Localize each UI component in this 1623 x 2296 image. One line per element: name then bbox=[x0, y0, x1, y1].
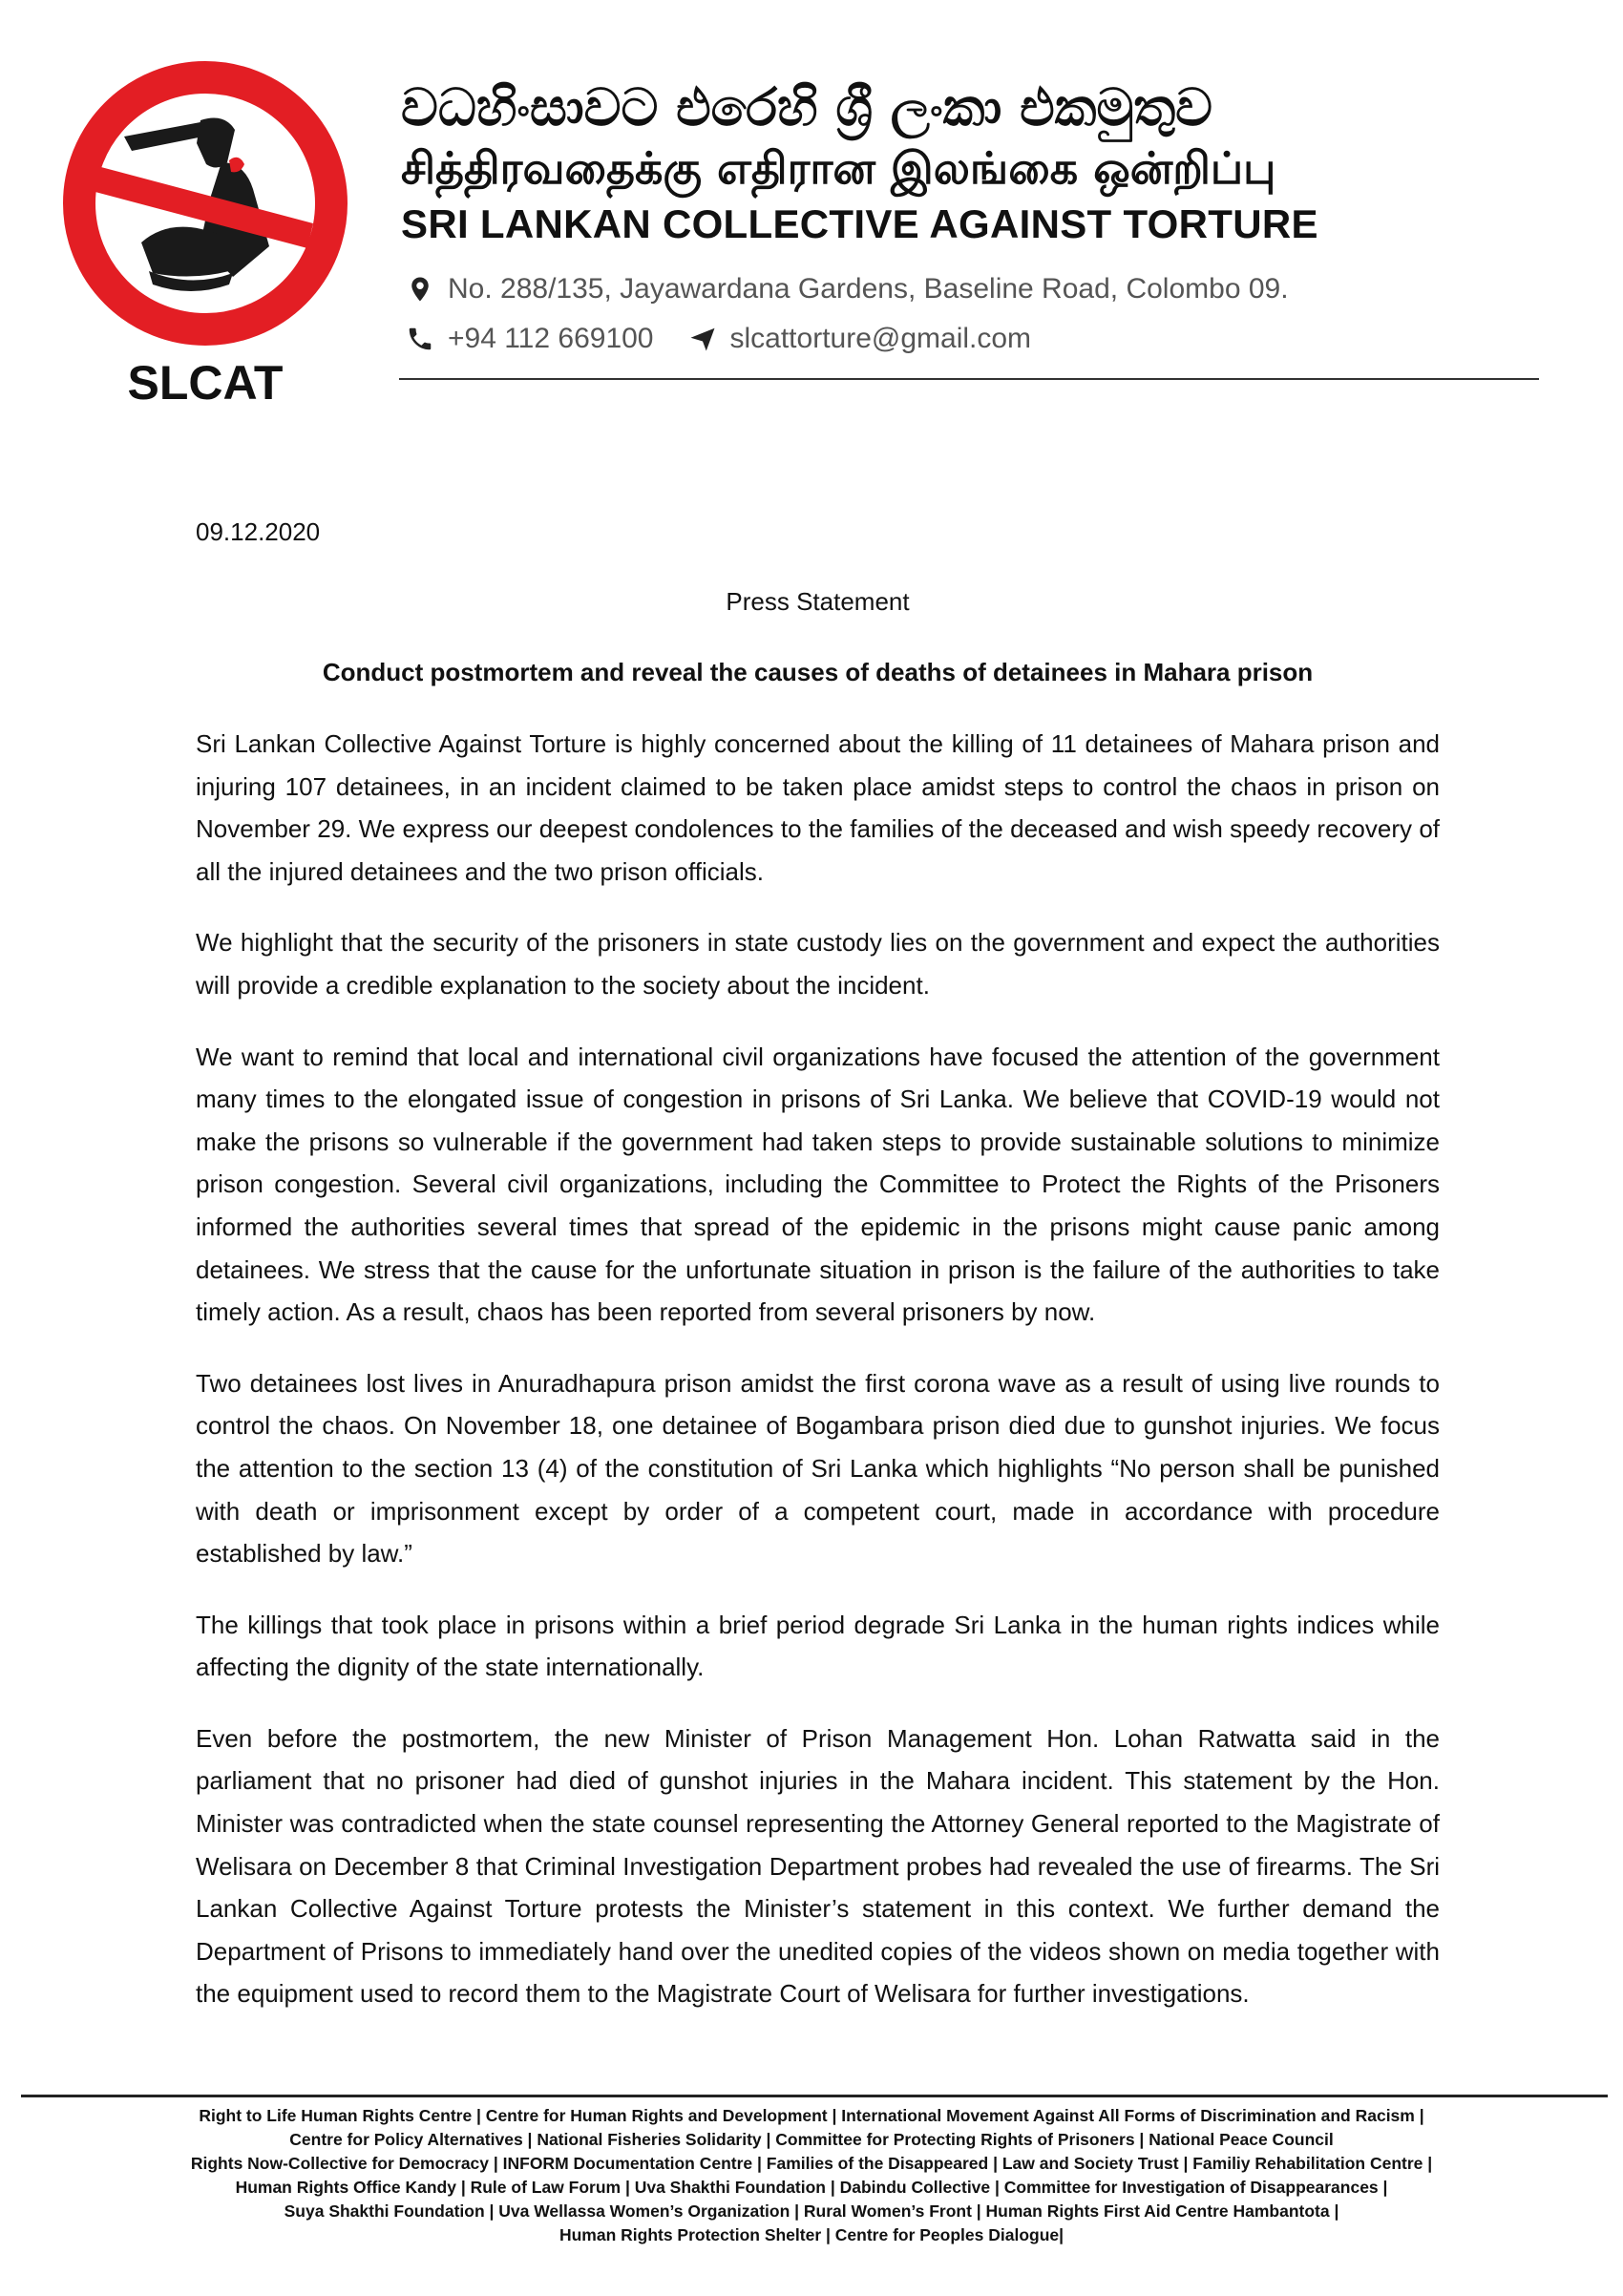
phone-icon bbox=[406, 325, 434, 353]
send-icon bbox=[688, 325, 717, 353]
footer-line: Rights Now-Collective for Democracy | INFORM Documentation Centre | Families of the Disappeared | Law and Society Trust | Familiy Rehabilitation Centre | bbox=[190, 2154, 1433, 2173]
org-name-english: SRI LANKAN COLLECTIVE AGAINST TORTURE bbox=[401, 201, 1318, 246]
paragraph: Even before the postmortem, the new Minister of Prison Management Hon. Lohan Ratwatta said in the parliament that no prisoner had died of gunshot injuries in the Mahara incident. This statement by the Hon. Minister was contradicted when the state counsel representing the Attorney General reported to the Magistrate of Welisara on December 8 that Criminal Investigation Department probes had revealed the use of firearms. The Sri Lankan Collective Against Torture protests the Minister’s statement in this context. We further demand the Department of Prisons to immediately hand over the unedited copies of the videos shown on media together with the equipment used to record them to the Magistrate Court of Welisara for further investigations. bbox=[196, 1723, 1440, 2009]
document-type: Press Statement bbox=[726, 587, 910, 616]
location-pin-icon bbox=[406, 275, 434, 304]
slcat-logo bbox=[57, 55, 353, 351]
statement-title: Conduct postmortem and reveal the causes of deaths of detainees in Mahara prison bbox=[322, 658, 1314, 686]
phone-text: +94 112 669100 bbox=[448, 323, 654, 354]
no-torture-emblem-icon bbox=[57, 55, 353, 351]
footer-line: Centre for Policy Alternatives | National Fisheries Solidarity | Committee for Protecting Rights of Prisoners | National Peace Council bbox=[289, 2130, 1334, 2149]
footer-line: Right to Life Human Rights Centre | Centre for Human Rights and Development | International Movement Against All Forms of Discrimination and Racism | bbox=[199, 2106, 1424, 2125]
statement-date: 09.12.2020 bbox=[196, 517, 321, 546]
paragraph: Sri Lankan Collective Against Torture is highly concerned about the killing of 11 detainees of Mahara prison and injuring 107 detainees, in an incident claimed to be taken place amidst steps to control the chaos in prison on November 29. We express our deepest condolences to the families of the deceased and wish speedy recovery of all the injured detainees and the two prison officials. bbox=[196, 729, 1440, 886]
org-name-block bbox=[401, 76, 1547, 252]
logo-label: SLCAT bbox=[127, 356, 284, 410]
org-name-sinhala: වධහිංසාවට එරෙහි ශ්‍රී ලංකා එකමුතුව bbox=[401, 77, 1212, 137]
member-organizations bbox=[29, 2104, 1594, 2247]
footer-line: Human Rights Office Kandy | Rule of Law Forum | Uva Shakthi Foundation | Dabindu Collective | Committee for Investigation of Disappearances | bbox=[235, 2178, 1388, 2197]
org-name-tamil: சித்திரவதைக்கு எதிரான இலங்கை ஒன்றிப்பு bbox=[401, 142, 1276, 194]
footer-line: Human Rights Protection Shelter | Centre for Peoples Dialogue| bbox=[559, 2225, 1064, 2244]
letterhead-divider bbox=[399, 378, 1539, 380]
phone-email-line bbox=[406, 323, 1031, 355]
address-text: No. 288/135, Jayawardana Gardens, Baseline Road, Colombo 09. bbox=[448, 273, 1289, 305]
footer-divider bbox=[21, 2095, 1608, 2097]
address-line bbox=[406, 273, 1289, 305]
paragraph: We want to remind that local and international civil organizations have focused the attention of the government many times to the elongated issue of congestion in prisons of Sri Lanka. We believe that COVID-19 would not make the prisons so vulnerable if the government had taken steps to provide sustainable solutions to minimize prison congestion. Several civil organizations, including the Committee to Protect the Rights of the Prisoners informed the authorities several times that spread of the epidemic in the prisons might cause panic among detainees. We stress that the cause for the unfortunate situation in prison is the failure of the authorities to take timely action. As a result, chaos has been reported from several prisoners by now. bbox=[196, 1042, 1440, 1327]
email-text: slcattorture@gmail.com bbox=[729, 323, 1032, 354]
paragraph: The killings that took place in prisons within a brief period degrade Sri Lanka in the human rights indices while affecting the dignity of the state internationally. bbox=[196, 1610, 1440, 1682]
paragraph: Two detainees lost lives in Anuradhapura prison amidst the first corona wave as a result of using live rounds to control the chaos. On November 18, one detainee of Bogambara prison died due to gunshot injuries. We focus the attention to the section 13 (4) of the constitution of Sri Lanka which highlights “No person shall be punished with death or imprisonment except by order of a competent court, made in accordance with procedure established by law.” bbox=[196, 1368, 1440, 1569]
statement-body bbox=[196, 723, 1440, 2044]
footer-line: Suya Shakthi Foundation | Uva Wellassa Women’s Organization | Rural Women’s Front | Human Rights First Aid Centre Hambantota | bbox=[284, 2201, 1339, 2221]
paragraph: We highlight that the security of the prisoners in state custody lies on the government and expect the authorities will provide a credible explanation to the society about the incident. bbox=[196, 928, 1440, 1000]
